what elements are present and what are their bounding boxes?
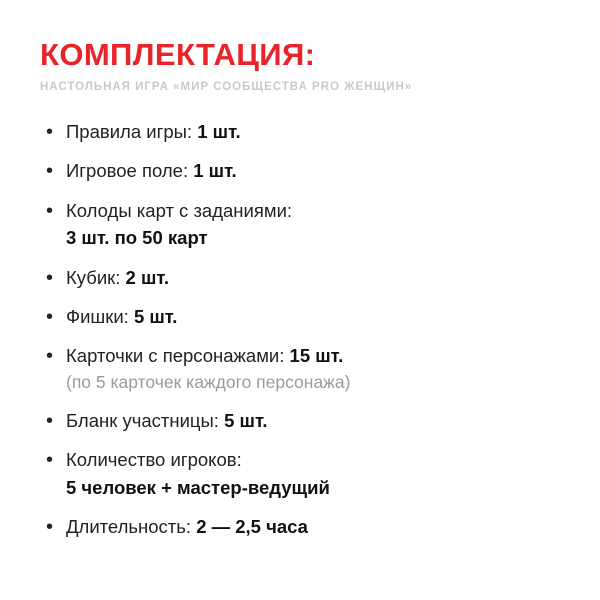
list-item-value: 2 шт. — [125, 266, 169, 288]
page-title: КОМПЛЕКТАЦИЯ: — [40, 37, 316, 72]
list-item — [40, 409, 560, 433]
list-item-label: Количество игроков: — [66, 449, 242, 471]
list-item — [40, 344, 560, 394]
page-subtitle: НАСТОЛЬНАЯ ИГРА «МИР СООБЩЕСТВА PRO ЖЕНЩИН» — [40, 81, 413, 94]
list-item-label: Карточки с персонажами: — [66, 345, 290, 367]
list-item-value: 3 шт. по 50 карт — [66, 227, 208, 249]
list-item-label: Длительность: — [66, 516, 197, 538]
list-item-value: 5 шт. — [224, 409, 268, 431]
contents-list — [40, 120, 560, 540]
list-item — [40, 448, 560, 500]
list-item-value: 5 человек + мастер-ведущий — [66, 476, 330, 498]
list-item-label: Бланк участницы: — [66, 409, 225, 431]
list-item-label: Правила игры: — [66, 120, 198, 142]
list-item-value: 2 — 2,5 часа — [196, 516, 308, 538]
list-item-value: 15 шт. — [289, 345, 344, 367]
list-item — [40, 159, 560, 183]
list-item — [40, 515, 560, 539]
list-item-label: Игровое поле: — [66, 160, 194, 182]
list-item — [40, 199, 560, 251]
list-item-note: (по 5 карточек каждого персонажа) — [66, 371, 351, 392]
list-item-value: 5 шт. — [133, 305, 178, 327]
list-item-label: Колоды карт с заданиями: — [66, 199, 293, 221]
list-item — [40, 120, 560, 144]
list-item — [40, 305, 560, 329]
list-item-label: Кубик: — [66, 266, 126, 288]
list-item-value: 1 шт. — [197, 120, 241, 142]
list-item-label: Фишки: — [66, 305, 134, 327]
list-item-value: 1 шт. — [193, 160, 237, 182]
list-item — [40, 266, 560, 290]
